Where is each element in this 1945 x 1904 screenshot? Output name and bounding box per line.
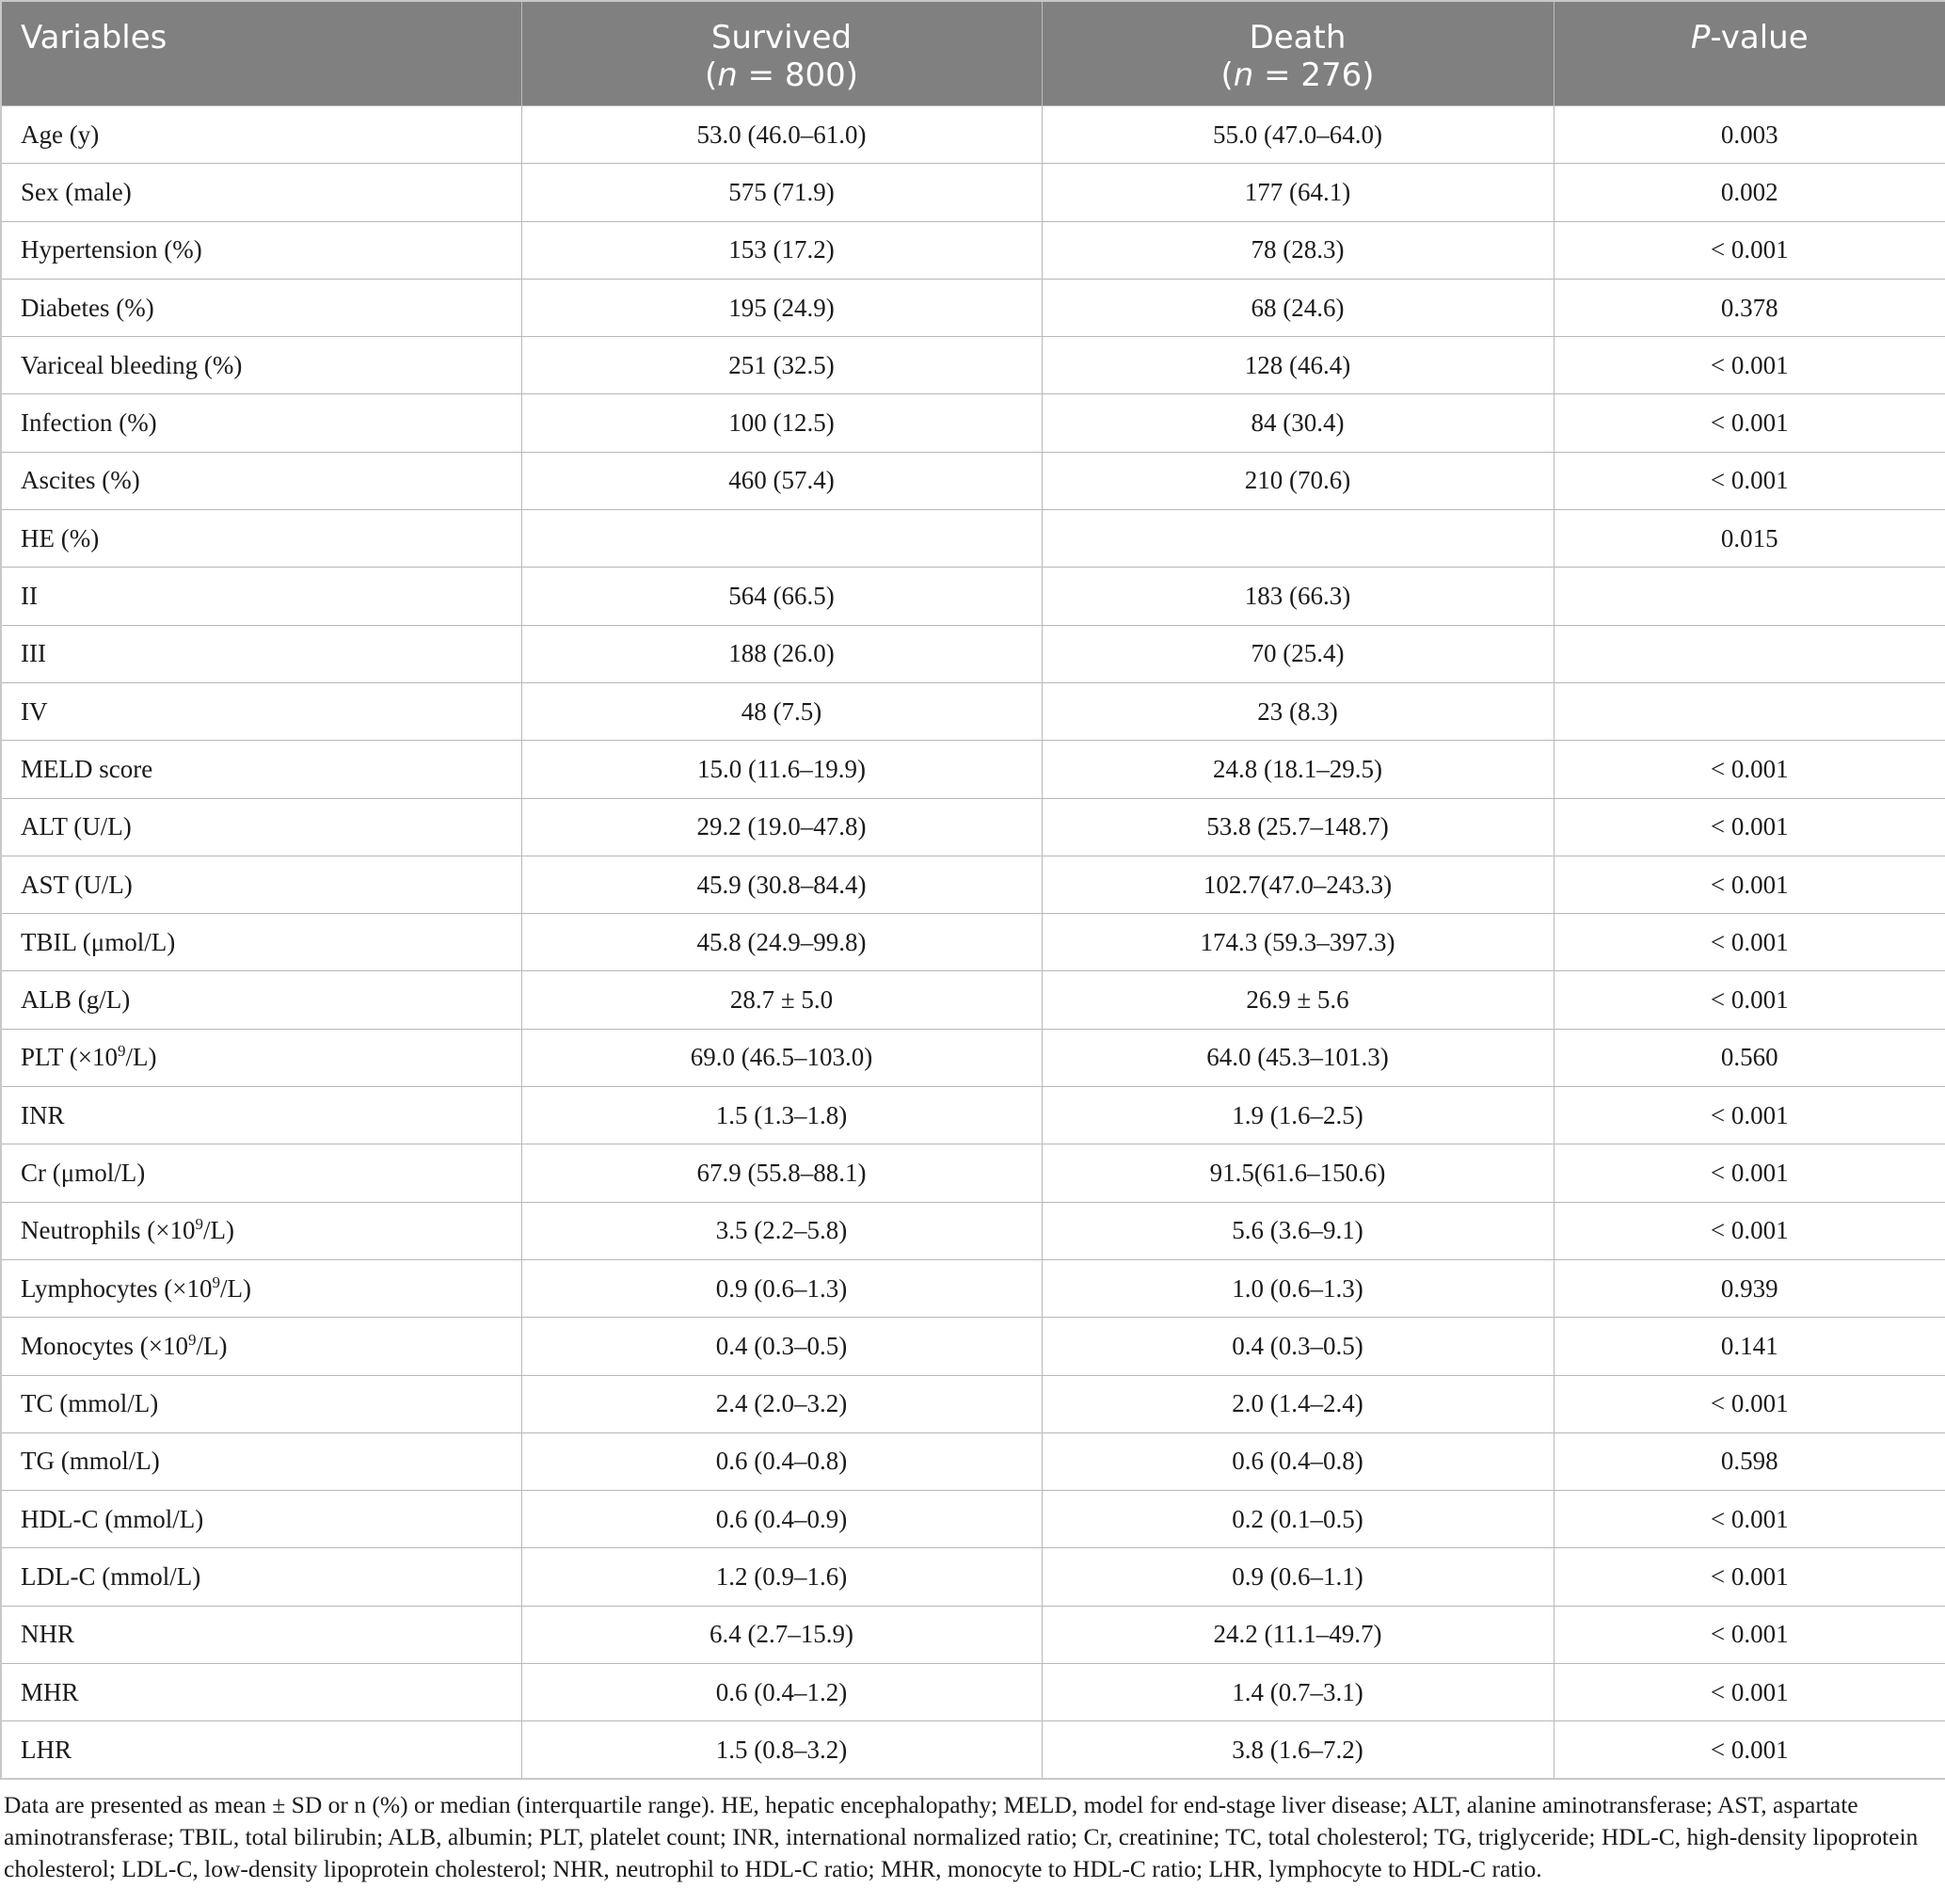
table-row bbox=[1, 510, 1945, 568]
cell-survived: 53.0 (46.0–61.0) bbox=[521, 106, 1042, 164]
cell-survived: 100 (12.5) bbox=[521, 394, 1042, 452]
table-body bbox=[1, 106, 1945, 1780]
cell-variable: Variceal bleeding (%) bbox=[1, 337, 521, 394]
paren: ( bbox=[1220, 56, 1234, 94]
cell-p-value: 0.141 bbox=[1554, 1318, 1945, 1375]
cell-p-value: 0.598 bbox=[1554, 1432, 1945, 1490]
table-row bbox=[1, 625, 1945, 682]
cell-death: 24.2 (11.1–49.7) bbox=[1042, 1606, 1554, 1663]
header-survived-n bbox=[532, 56, 1032, 94]
cell-survived: 0.4 (0.3–0.5) bbox=[521, 1318, 1042, 1375]
header-survived bbox=[521, 1, 1042, 106]
cell-survived: 188 (26.0) bbox=[521, 625, 1042, 682]
cell-p-value: < 0.001 bbox=[1554, 914, 1945, 971]
table-row bbox=[1, 452, 1945, 509]
cell-survived bbox=[521, 510, 1042, 568]
cell-survived: 1.5 (0.8–3.2) bbox=[521, 1721, 1042, 1779]
cell-p-value: < 0.001 bbox=[1554, 1606, 1945, 1663]
cell-survived: 0.6 (0.4–0.8) bbox=[521, 1432, 1042, 1490]
cell-survived: 1.2 (0.9–1.6) bbox=[521, 1548, 1042, 1606]
variable-superscript: 9 bbox=[187, 1330, 197, 1349]
cell-p-value: 0.560 bbox=[1554, 1029, 1945, 1086]
table-row bbox=[1, 1721, 1945, 1779]
cell-death: 0.4 (0.3–0.5) bbox=[1042, 1318, 1554, 1375]
variable-superscript: 9 bbox=[212, 1272, 220, 1291]
cell-death: 53.8 (25.7–148.7) bbox=[1042, 798, 1554, 856]
cell-p-value: < 0.001 bbox=[1554, 1721, 1945, 1779]
cell-p-value bbox=[1554, 625, 1945, 682]
cell-p-value: < 0.001 bbox=[1554, 1375, 1945, 1432]
cell-p-value: < 0.001 bbox=[1554, 856, 1945, 913]
cell-survived: 69.0 (46.5–103.0) bbox=[521, 1029, 1042, 1086]
cell-death: 210 (70.6) bbox=[1042, 452, 1554, 509]
cell-survived: 1.5 (1.3–1.8) bbox=[521, 1087, 1042, 1144]
cell-variable: MELD score bbox=[1, 741, 521, 798]
cell-p-value: < 0.001 bbox=[1554, 1202, 1945, 1259]
cell-survived: 15.0 (11.6–19.9) bbox=[521, 741, 1042, 798]
table-row bbox=[1, 1144, 1945, 1202]
cell-variable: Ascites (%) bbox=[1, 452, 521, 509]
cell-p-value: < 0.001 bbox=[1554, 452, 1945, 509]
cell-death: 5.6 (3.6–9.1) bbox=[1042, 1202, 1554, 1259]
table-row bbox=[1, 1432, 1945, 1490]
cell-p-value: 0.015 bbox=[1554, 510, 1945, 568]
cell-death: 23 (8.3) bbox=[1042, 682, 1554, 740]
cell-death: 64.0 (45.3–101.3) bbox=[1042, 1029, 1554, 1086]
cell-variable: INR bbox=[1, 1087, 521, 1144]
cell-variable: ALT (U/L) bbox=[1, 798, 521, 856]
header-death-n bbox=[1052, 56, 1544, 94]
header-row bbox=[1, 1, 1945, 106]
variable-text-suffix: /L) bbox=[196, 1331, 228, 1360]
cell-survived: 153 (17.2) bbox=[521, 221, 1042, 279]
cell-p-value: < 0.001 bbox=[1554, 1491, 1945, 1548]
cell-p-value: 0.378 bbox=[1554, 279, 1945, 336]
cell-p-value: < 0.001 bbox=[1554, 221, 1945, 279]
cell-death: 174.3 (59.3–397.3) bbox=[1042, 914, 1554, 971]
cell-survived: 0.9 (0.6–1.3) bbox=[521, 1259, 1042, 1317]
cell-p-value: < 0.001 bbox=[1554, 337, 1945, 394]
cell-death: 2.0 (1.4–2.4) bbox=[1042, 1375, 1554, 1432]
cell-p-value bbox=[1554, 682, 1945, 740]
cell-p-value: < 0.001 bbox=[1554, 1144, 1945, 1202]
variable-text-suffix: /L) bbox=[202, 1216, 234, 1245]
cell-death: 55.0 (47.0–64.0) bbox=[1042, 106, 1554, 164]
table-row bbox=[1, 279, 1945, 336]
table-row bbox=[1, 164, 1945, 221]
cell-variable: Age (y) bbox=[1, 106, 521, 164]
cell-survived: 0.6 (0.4–0.9) bbox=[521, 1491, 1042, 1548]
variable-superscript: 9 bbox=[195, 1215, 203, 1234]
cell-death: 0.2 (0.1–0.5) bbox=[1042, 1491, 1554, 1548]
cell-variable bbox=[1, 1259, 521, 1317]
p-rest: -value bbox=[1710, 19, 1809, 56]
cell-variable: AST (U/L) bbox=[1, 856, 521, 913]
n-var: n bbox=[717, 56, 738, 94]
cell-p-value: < 0.001 bbox=[1554, 1087, 1945, 1144]
cell-death: 1.0 (0.6–1.3) bbox=[1042, 1259, 1554, 1317]
header-variables: Variables bbox=[1, 1, 521, 106]
cell-variable: HDL-C (mmol/L) bbox=[1, 1491, 521, 1548]
table-row bbox=[1, 1664, 1945, 1721]
cell-survived: 45.8 (24.9–99.8) bbox=[521, 914, 1042, 971]
cell-death: 84 (30.4) bbox=[1042, 394, 1554, 452]
cell-survived: 0.6 (0.4–1.2) bbox=[521, 1664, 1042, 1721]
table-row bbox=[1, 106, 1945, 164]
header-p-value bbox=[1554, 1, 1945, 106]
cell-survived: 575 (71.9) bbox=[521, 164, 1042, 221]
cell-p-value: < 0.001 bbox=[1554, 798, 1945, 856]
cell-death: 26.9 ± 5.6 bbox=[1042, 971, 1554, 1029]
table-footnote: Data are presented as mean ± SD or n (%) or median (interquartile range). HE, hepatic encephalopathy; MELD, model for end-stage liver disease; ALT, alanine aminotransferase; AST, aspartate aminotransferase; TBIL, total bilirubin; ALB, albumin; PLT, platelet count; INR, international normalized ratio; Cr, creatinine; TC, total cholesterol; TG, triglyceride; HDL-C, high-density lipoprotein cholesterol; LDL-C, low-density lipoprotein cholesterol; NHR, neutrophil to HDL-C ratio; MHR, monocyte to HDL-C ratio; LHR, lymphocyte to HDL-C ratio. bbox=[4, 1791, 1919, 1883]
cell-survived: 564 (66.5) bbox=[521, 568, 1042, 625]
cell-death: 128 (46.4) bbox=[1042, 337, 1554, 394]
variable-text: Neutrophils (×10 bbox=[21, 1216, 196, 1245]
cell-death bbox=[1042, 510, 1554, 568]
cell-death: 102.7(47.0–243.3) bbox=[1042, 856, 1554, 913]
cell-p-value: 0.003 bbox=[1554, 106, 1945, 164]
cell-survived: 45.9 (30.8–84.4) bbox=[521, 856, 1042, 913]
table-row bbox=[1, 568, 1945, 625]
cell-p-value: < 0.001 bbox=[1554, 1664, 1945, 1721]
cell-death: 183 (66.3) bbox=[1042, 568, 1554, 625]
variable-text: Lymphocytes (×10 bbox=[21, 1273, 213, 1303]
cell-survived: 2.4 (2.0–3.2) bbox=[521, 1375, 1042, 1432]
cell-variable: Sex (male) bbox=[1, 164, 521, 221]
table-row bbox=[1, 798, 1945, 856]
cell-variable: TBIL (μmol/L) bbox=[1, 914, 521, 971]
cell-death: 177 (64.1) bbox=[1042, 164, 1554, 221]
variable-text-suffix: /L) bbox=[219, 1273, 251, 1303]
cell-death: 0.9 (0.6–1.1) bbox=[1042, 1548, 1554, 1606]
header-death-label: Death bbox=[1249, 19, 1347, 56]
cell-survived: 3.5 (2.2–5.8) bbox=[521, 1202, 1042, 1259]
table-row bbox=[1, 1318, 1945, 1375]
cell-survived: 195 (24.9) bbox=[521, 279, 1042, 336]
table-row bbox=[1, 1491, 1945, 1548]
cell-survived: 28.7 ± 5.0 bbox=[521, 971, 1042, 1029]
n-val: = 800) bbox=[737, 56, 859, 94]
cell-variable: Diabetes (%) bbox=[1, 279, 521, 336]
variable-superscript: 9 bbox=[118, 1042, 126, 1061]
cell-variable: Cr (μmol/L) bbox=[1, 1144, 521, 1202]
cell-variable: LDL-C (mmol/L) bbox=[1, 1548, 521, 1606]
cell-p-value: < 0.001 bbox=[1554, 741, 1945, 798]
cell-variable: IV bbox=[1, 682, 521, 740]
table-row bbox=[1, 394, 1945, 452]
cell-survived: 251 (32.5) bbox=[521, 337, 1042, 394]
cell-death: 91.5(61.6–150.6) bbox=[1042, 1144, 1554, 1202]
cell-variable: NHR bbox=[1, 1606, 521, 1663]
cell-p-value: 0.939 bbox=[1554, 1259, 1945, 1317]
cell-survived: 460 (57.4) bbox=[521, 452, 1042, 509]
cell-p-value bbox=[1554, 568, 1945, 625]
table-row bbox=[1, 1087, 1945, 1144]
cell-survived: 67.9 (55.8–88.1) bbox=[521, 1144, 1042, 1202]
table-row bbox=[1, 1029, 1945, 1086]
cell-variable: TG (mmol/L) bbox=[1, 1432, 521, 1490]
cell-variable: HE (%) bbox=[1, 510, 521, 568]
cell-variable: III bbox=[1, 625, 521, 682]
cell-death: 1.9 (1.6–2.5) bbox=[1042, 1087, 1554, 1144]
cell-death: 70 (25.4) bbox=[1042, 625, 1554, 682]
cell-survived: 48 (7.5) bbox=[521, 682, 1042, 740]
p-var: P bbox=[1690, 19, 1711, 56]
cell-death: 68 (24.6) bbox=[1042, 279, 1554, 336]
cell-survived: 29.2 (19.0–47.8) bbox=[521, 798, 1042, 856]
cell-variable: Infection (%) bbox=[1, 394, 521, 452]
table-row bbox=[1, 1548, 1945, 1606]
table-row bbox=[1, 856, 1945, 913]
table-row bbox=[1, 221, 1945, 279]
header-death bbox=[1042, 1, 1554, 106]
header-survived-label: Survived bbox=[710, 19, 853, 56]
cell-survived: 6.4 (2.7–15.9) bbox=[521, 1606, 1042, 1663]
cell-variable: TC (mmol/L) bbox=[1, 1375, 521, 1432]
cell-variable: MHR bbox=[1, 1664, 521, 1721]
cell-variable bbox=[1, 1202, 521, 1259]
cell-death: 3.8 (1.6–7.2) bbox=[1042, 1721, 1554, 1779]
cell-p-value: < 0.001 bbox=[1554, 971, 1945, 1029]
table-row bbox=[1, 1202, 1945, 1259]
cell-variable: ALB (g/L) bbox=[1, 971, 521, 1029]
cell-variable: II bbox=[1, 568, 521, 625]
cell-death: 78 (28.3) bbox=[1042, 221, 1554, 279]
cell-death: 24.8 (18.1–29.5) bbox=[1042, 741, 1554, 798]
table-row bbox=[1, 914, 1945, 971]
cell-variable bbox=[1, 1029, 521, 1086]
paren: ( bbox=[704, 56, 718, 94]
table-row bbox=[1, 1375, 1945, 1432]
cell-p-value: 0.002 bbox=[1554, 164, 1945, 221]
cell-variable bbox=[1, 1318, 521, 1375]
cell-variable: Hypertension (%) bbox=[1, 221, 521, 279]
cell-death: 0.6 (0.4–0.8) bbox=[1042, 1432, 1554, 1490]
variable-text-suffix: /L) bbox=[125, 1043, 157, 1072]
table-row bbox=[1, 682, 1945, 740]
table-row bbox=[1, 1259, 1945, 1317]
n-var: n bbox=[1233, 56, 1254, 94]
n-val: = 276) bbox=[1253, 56, 1375, 94]
cell-p-value: < 0.001 bbox=[1554, 394, 1945, 452]
table-row bbox=[1, 971, 1945, 1029]
table-row bbox=[1, 337, 1945, 394]
variable-text: Monocytes (×10 bbox=[21, 1331, 188, 1360]
cell-variable: LHR bbox=[1, 1721, 521, 1779]
variable-text: PLT (×10 bbox=[21, 1043, 119, 1072]
cell-death: 1.4 (0.7–3.1) bbox=[1042, 1664, 1554, 1721]
cell-p-value: < 0.001 bbox=[1554, 1548, 1945, 1606]
table-row bbox=[1, 1606, 1945, 1663]
table-row bbox=[1, 741, 1945, 798]
